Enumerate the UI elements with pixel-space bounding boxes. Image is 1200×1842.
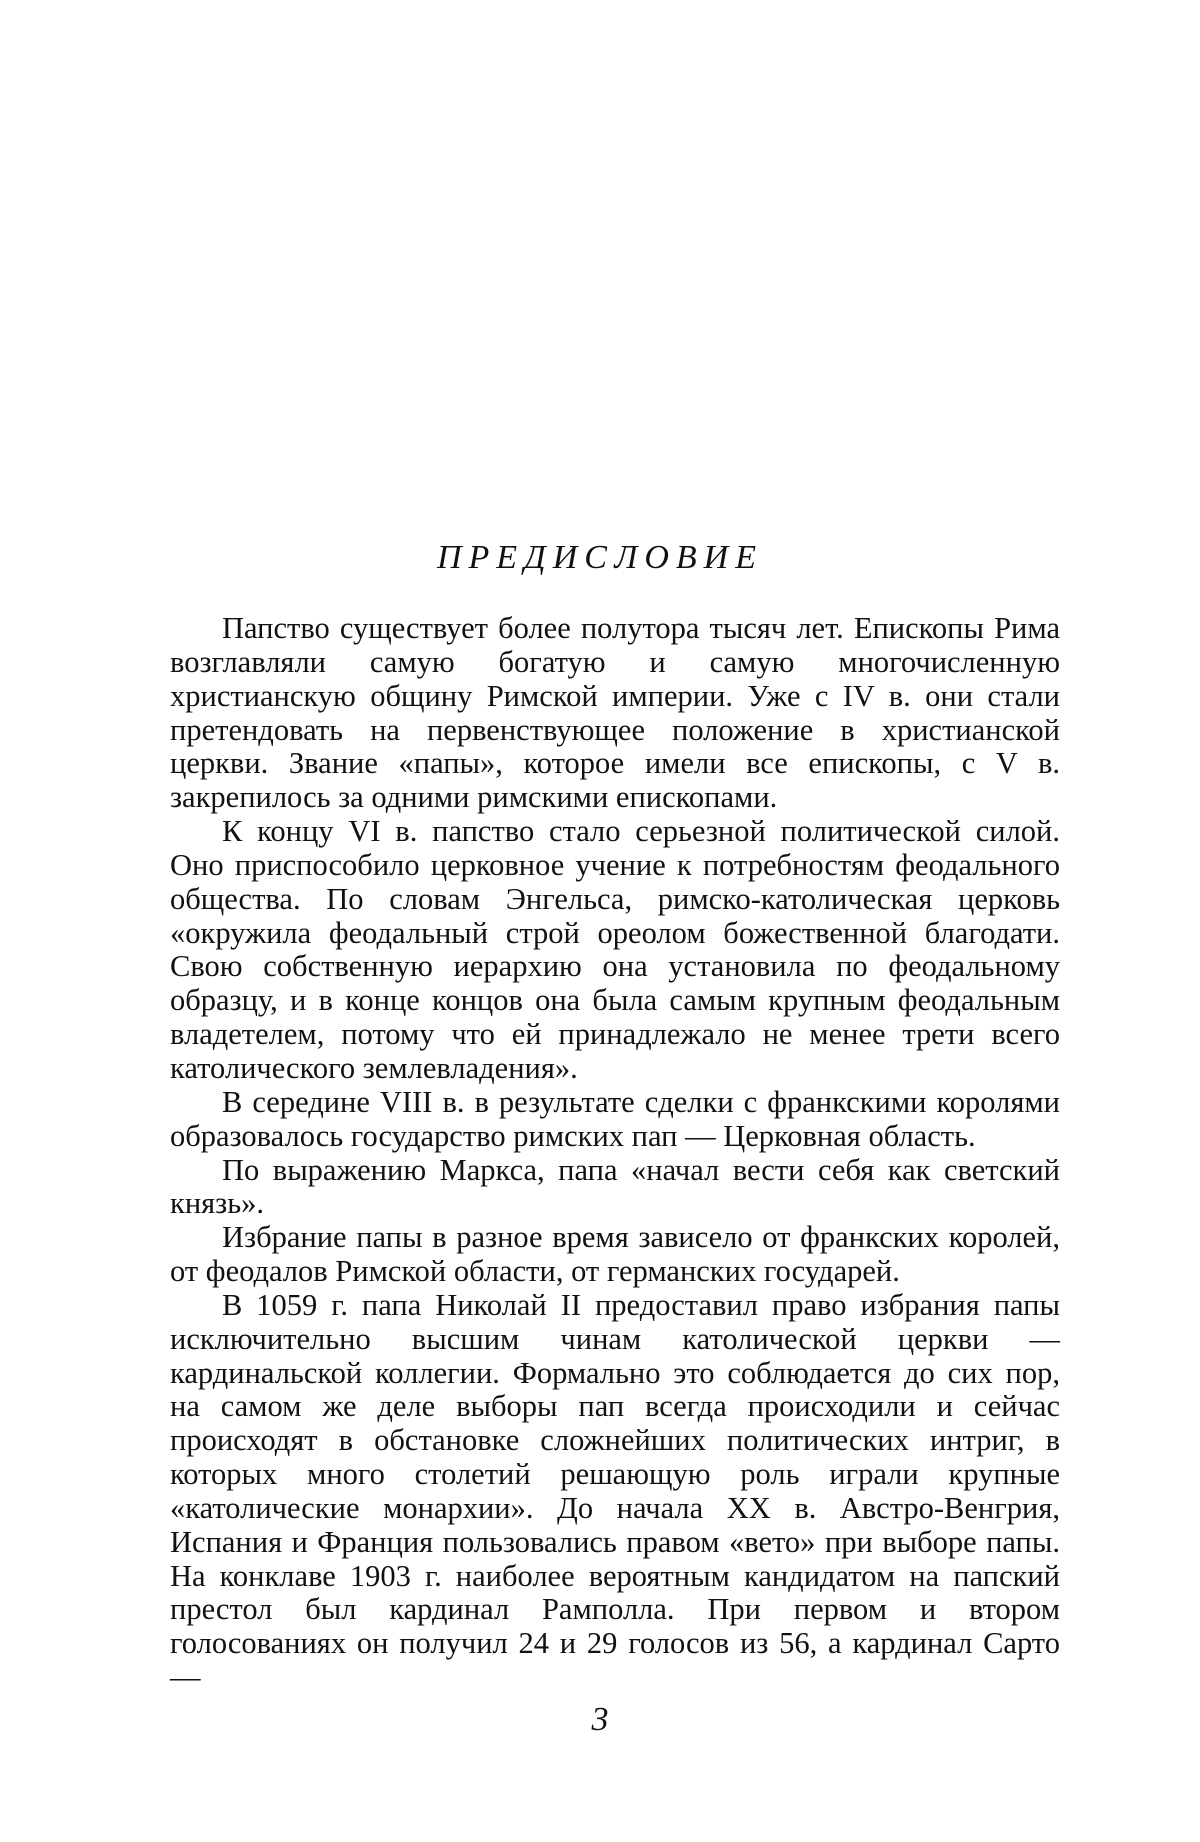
paragraph-5: Избрание папы в разное время зависело от франкских королей, от феодалов Римской области, от германских государей.: [170, 1220, 1060, 1289]
paragraph-6: В 1059 г. папа Николай II предоставил право избрания папы исключительно высшим чинам католической церкви — кардинальской коллегии. Формально это соблюдается до сих пор, на самом же деле выборы пап всегда происходили и сейчас происходят в обстановке сложнейших политических интриг, в которых много столетий решающую роль играли крупные «католические монархии». До начала XX в. Австро-Венгрия, Испания и Франция пользовались правом «вето» при выборе папы. На конклаве 1903 г. наиболее вероятным кандидатом на папский престол был кардинал Рамполла. При первом и втором голосованиях он получил 24 и 29 голосов из 56, а кардинал Сарто —: [170, 1287, 1060, 1695]
body-text: [170, 612, 1060, 1695]
paragraph-2: К концу VI в. папство стало серьезной политической силой. Оно приспособило церковное учение к потребностям феодального общества. По словам Энгельса, римско-католическая церковь «окружила феодальный строй ореолом божественной благодати. Свою собственную иерархию она установила по феодальному образцу, и в конце концов она была самым крупным феодальным владетелем, потому что ей принадлежало не менее трети всего католического землевладения».: [170, 814, 1060, 1085]
paragraph-3: В середине VIII в. в результате сделки с франкскими королями образовалось государство римских пап — Церковная область.: [170, 1084, 1060, 1153]
chapter-heading: ПРЕДИСЛОВИЕ: [436, 539, 764, 576]
page-number: 3: [591, 1701, 609, 1738]
paragraph-1: Папство существует более полутора тысяч лет. Епископы Рима возглавляли самую богатую и самую многочисленную христианскую общину Римской империи. Уже с IV в. они стали претендовать на первенствующее положение в христианской церкви. Звание «папы», которое имели все епископы, с V в. закрепилось за одними римскими епископами.: [170, 611, 1060, 815]
paragraph-4: По выражению Маркса, папа «начал вести себя как светский князь».: [170, 1152, 1060, 1221]
